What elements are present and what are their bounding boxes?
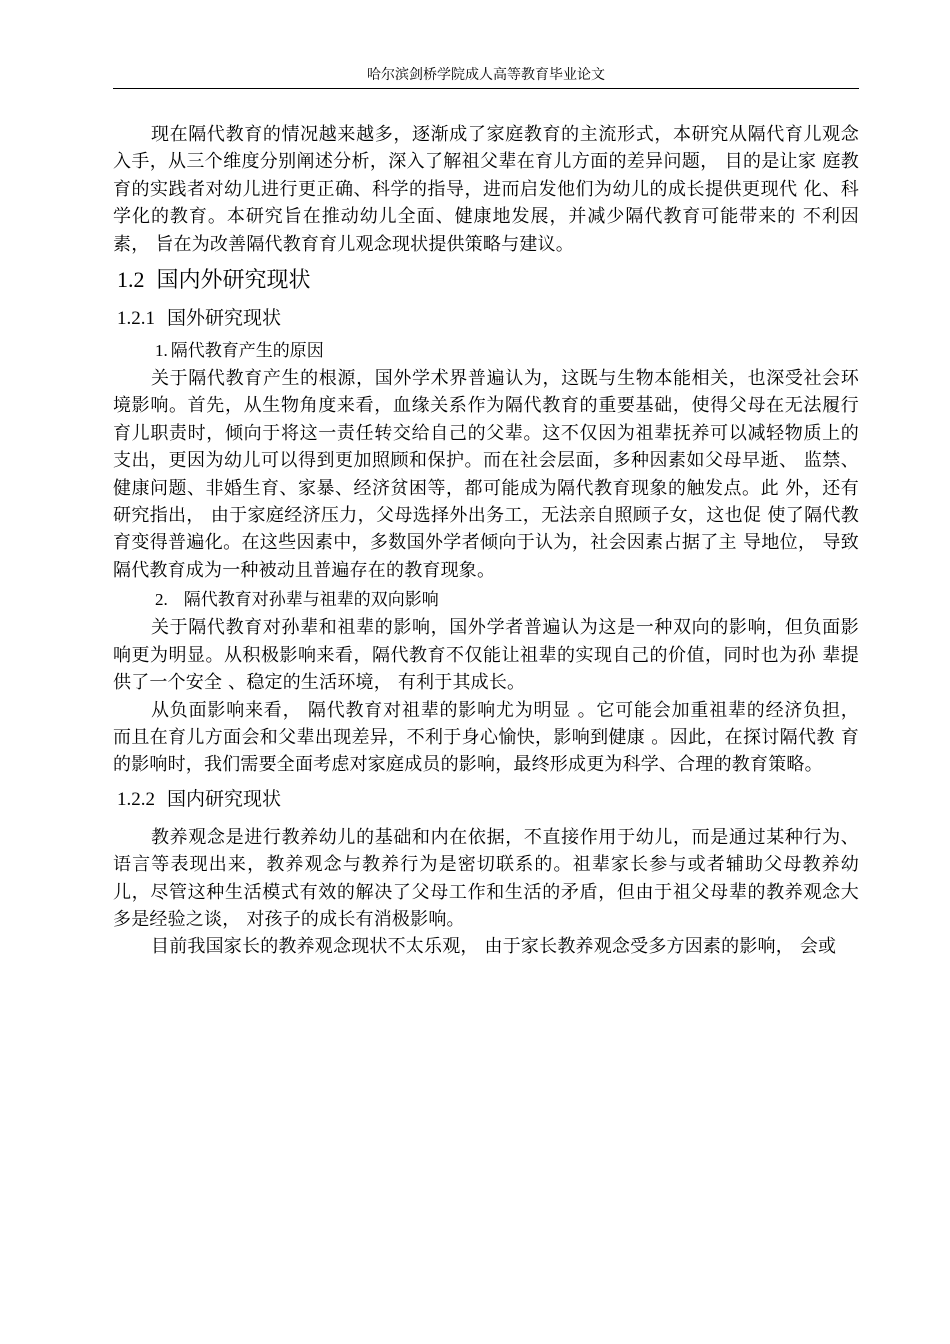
- paragraph-domestic-2: 目前我国家长的教养观念现状不太乐观， 由于家长教养观念受多方因素的影响， 会或: [151, 936, 837, 958]
- heading-1-2-1: [113, 302, 859, 335]
- heading-number: 1.2: [117, 267, 145, 293]
- running-header: 哈尔滨剑桥学院成人高等教育毕业论文: [367, 67, 605, 83]
- heading-title: 国内外研究现状: [156, 268, 311, 294]
- heading-number: 1.2.2: [117, 788, 155, 810]
- paragraph-domestic-1: 教养观念是进行教养幼儿的基础和内在依据，不直接作用于幼儿，而是通过某种行为、语言等表现出来，教养观念与教养行为是密切联系的。祖辈家长参与或者辅助父母教养幼儿，尽管这种生活模式有效的解决了父母工作和生活的矛盾，但由于祖父母辈的教养观念大多是经验之谈， 对孩子的成长有消极影响。: [113, 826, 859, 930]
- paragraph-effects-negative: 从负面影响来看， 隔代教育对祖辈的影响尤为明显 。它可能会加重祖辈的经济负担， 而且在育儿方面会和父辈出现差异，不利于身心愉快，影响到健康 。因此，在探讨隔代教 育的影响时，我们需要全面考虑对家庭成员的影响，最终形成更为科学、合理的教育策略。: [113, 699, 859, 776]
- paragraph-reasons: 关于隔代教育产生的根源，国外学术界普遍认为，这既与生物本能相关，也深受社会环境影响。首先，从生物角度来看，血缘关系作为隔代教育的重要基础，使得父母在无法履行育儿职责时，倾向于将这一责任转交给自己的父辈。这不仅因为祖辈抚养可以减轻物质上的支出，更因为幼儿可以得到更加照顾和保护。而在社会层面，多种因素如父母早逝、 监禁、健康问题、非婚生育、家暴、经济贫困等，都可能成为隔代教育现象的触发点。此 外，还有研究指出， 由于家庭经济压力，父母选择外出务工，无法亲自照顾子女，这也促 使了隔代教育变得普遍化。在这些因素中，多数国外学者倾向于认为，社会因素占据了主 导地位， 导致隔代教育成为一种被动且普遍存在的教育现象。: [113, 368, 859, 581]
- subheading-effects: [113, 586, 859, 614]
- item-number: 2.: [155, 590, 168, 610]
- item-title: 隔代教育产生的原因: [170, 341, 324, 362]
- heading-number: 1.2.1: [117, 308, 155, 330]
- item-number: 1.: [155, 341, 168, 361]
- paragraph-effects-positive: 关于隔代教育对孙辈和祖辈的影响，国外学者普遍认为这是一种双向的影响，但负面影响更为明显。从积极影响来看，隔代教育不仅能让祖辈的实现自己的价值，同时也为孙 辈提供了一个安全 、稳定的生活环境， 有利于其成长。: [113, 617, 859, 694]
- header-rule: [113, 88, 859, 89]
- heading-title: 国内研究现状: [167, 787, 282, 810]
- subheading-reasons: [113, 337, 859, 365]
- paragraph-intro: 现在隔代教育的情况越来越多，逐渐成了家庭教育的主流形式，本研究从隔代育儿观念入手，从三个维度分别阐述分析，深入了解祖父辈在育儿方面的差异问题， 目的是让家 庭教育的实践者对幼儿进行更正确、科学的指导，进而启发他们为幼儿的成长提供更现代 化、科学化的教育。本研究旨在推动幼儿全面、健康地发展，并减少隔代教育可能带来的 不利因素， 旨在为改善隔代教育育儿观念现状提供策略与建议。: [113, 124, 859, 255]
- document-body: [113, 121, 859, 961]
- heading-title: 国外研究现状: [167, 307, 282, 330]
- heading-1-2: [113, 263, 859, 298]
- heading-1-2-2: [113, 783, 859, 816]
- item-title: 隔代教育对孙辈与祖辈的双向影响: [183, 590, 439, 611]
